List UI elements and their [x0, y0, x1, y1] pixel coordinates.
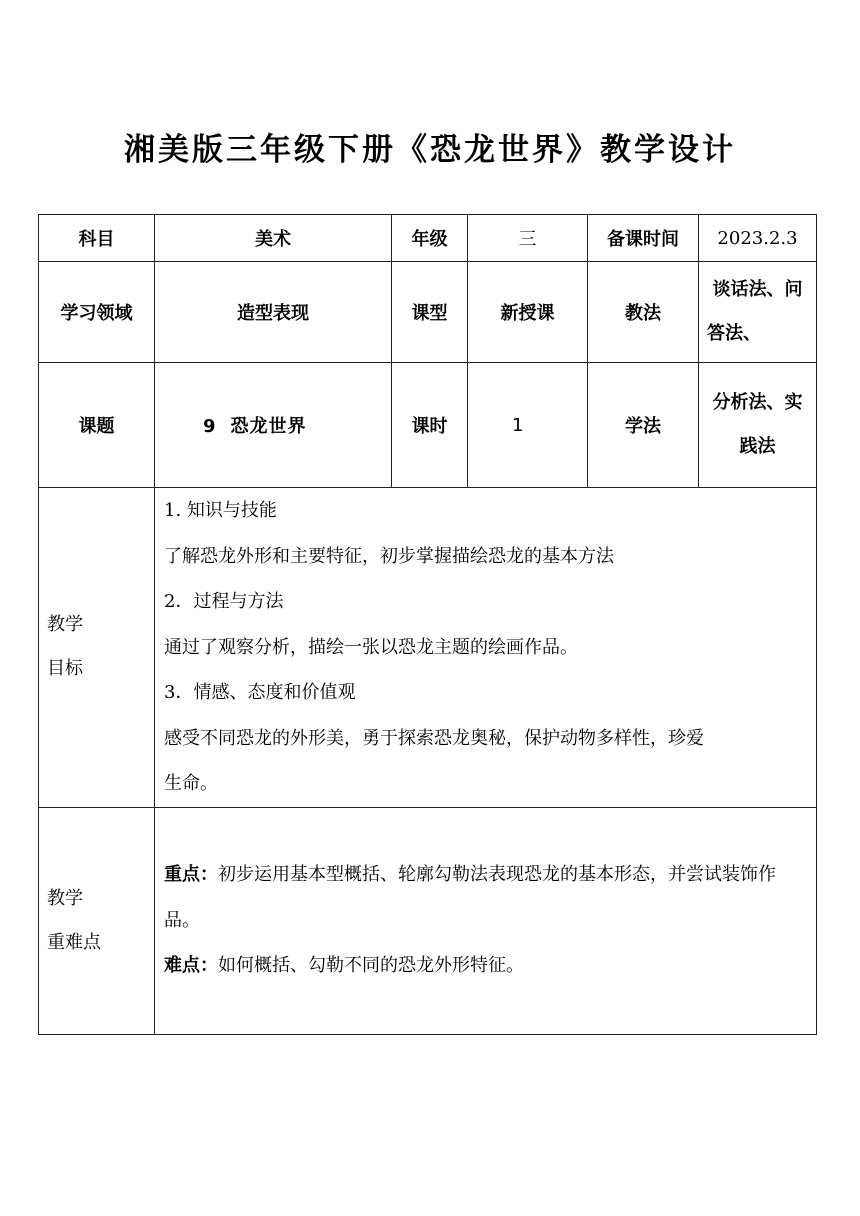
table-row-goals — [39, 488, 817, 808]
table-row-domain — [39, 262, 817, 363]
lesson-type-value: 新授课 — [468, 262, 588, 363]
goals-label — [39, 488, 155, 808]
learning-method-line: 践法 — [739, 436, 776, 457]
difficulty-paragraph — [164, 943, 810, 989]
periods-value: 1 — [468, 363, 588, 488]
goal-heading-process: 2．过程与方法 — [164, 591, 284, 612]
subject-value: 美术 — [155, 215, 392, 262]
goal-text-emotion: 感受不同恐龙的外形美，勇于探索恐龙奥秘，保护动物多样性，珍爱 — [164, 727, 704, 749]
goal-text-process: 通过了观察分析，描绘一张以恐龙主题的绘画作品。 — [164, 636, 578, 658]
prep-time-value: 2023.2.3 — [699, 215, 817, 262]
prep-time-label: 备课时间 — [588, 215, 699, 262]
table-row-key-points — [39, 807, 817, 1034]
domain-label: 学习领域 — [39, 262, 155, 363]
key-points-label — [39, 807, 155, 1034]
subject-label: 科目 — [39, 215, 155, 262]
goal-text-knowledge: 了解恐龙外形和主要特征，初步掌握描绘恐龙的基本方法 — [164, 545, 614, 567]
goal-text-emotion-cont: 生命。 — [164, 773, 218, 794]
focus-label: 重点： — [164, 864, 218, 886]
table-row-topic — [39, 363, 817, 488]
grade-label: 年级 — [392, 215, 468, 262]
topic-number: 9 — [203, 416, 217, 437]
domain-value: 造型表现 — [155, 262, 392, 363]
table-row-subject — [39, 215, 817, 262]
teaching-method-line: 谈话法、问 — [712, 279, 803, 300]
key-points-label-line: 重难点 — [47, 931, 101, 953]
goals-label-line: 目标 — [47, 658, 83, 680]
goal-heading-knowledge: 1. 知识与技能 — [164, 500, 277, 521]
learning-method-value — [699, 363, 817, 488]
lesson-type-label: 课型 — [392, 262, 468, 363]
goals-content — [155, 488, 817, 808]
focus-paragraph — [164, 852, 810, 943]
teaching-method-line: 答法、 — [707, 323, 761, 344]
topic-name: 恐龙世界 — [230, 416, 307, 437]
difficulty-text: 如何概括、勾勒不同的恐龙外形特征。 — [218, 955, 524, 977]
learning-method-label: 学法 — [588, 363, 699, 488]
topic-value — [155, 363, 392, 488]
teaching-method-value — [699, 262, 817, 363]
lesson-plan-table — [38, 214, 817, 1035]
focus-text: 初步运用基本型概括、轮廓勾勒法表现恐龙的基本形态，并尝试装饰作品。 — [164, 864, 776, 931]
key-points-content — [155, 807, 817, 1034]
goals-label-line: 教学 — [47, 614, 83, 636]
grade-value: 三 — [468, 215, 588, 262]
learning-method-line: 分析法、实 — [712, 392, 803, 413]
teaching-method-label: 教法 — [588, 262, 699, 363]
key-points-label-line: 教学 — [47, 887, 83, 909]
difficulty-label: 难点： — [164, 955, 218, 977]
document-title: 湘美版三年级下册《恐龙世界》教学设计 — [124, 132, 736, 168]
goal-heading-emotion: 3．情感、态度和价值观 — [164, 682, 356, 703]
topic-label: 课题 — [39, 363, 155, 488]
periods-label: 课时 — [392, 363, 468, 488]
